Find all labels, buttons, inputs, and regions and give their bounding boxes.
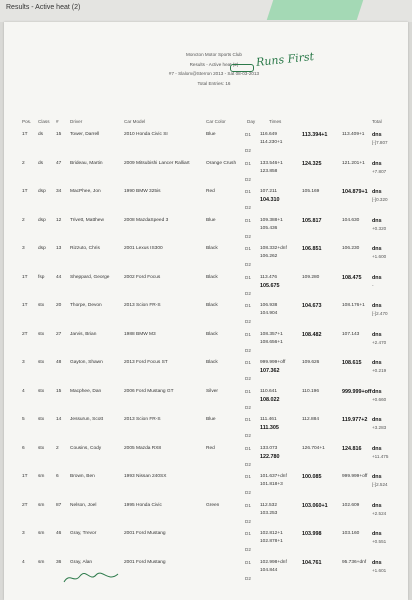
day-label: D1	[245, 388, 251, 394]
cell-model: 2009 Mitsubishi Lancer Ralliart	[124, 160, 190, 166]
diff-value: +7.807	[372, 168, 387, 174]
cell-cls: sm	[38, 502, 45, 508]
run-time: 133.546+1	[260, 160, 283, 166]
total-value: dns	[372, 303, 382, 309]
diff-value: +2.470	[372, 339, 387, 345]
run-time: 119.977+2	[342, 417, 368, 423]
run-time: 116.649	[260, 132, 277, 137]
diff-value: +3.283	[372, 425, 387, 430]
run-time: 106.851	[302, 246, 322, 252]
cell-model: 2006 Ford Mustang GT	[124, 388, 174, 394]
total-value: dns	[372, 132, 382, 138]
cell-color: Black	[206, 360, 218, 365]
cell-driver: Macphee, Dan	[70, 388, 102, 394]
cell-num: 34	[56, 189, 62, 194]
day-label: D2	[245, 205, 251, 210]
col-driver: Driver	[70, 119, 83, 124]
cell-pos: 2T	[22, 502, 28, 508]
cell-cls: sm	[38, 531, 45, 536]
cell-driver: Gray, Trevor	[70, 531, 97, 536]
cell-cls: dsp	[38, 189, 46, 194]
cell-cls: sm	[38, 474, 45, 479]
run-time: 122.780	[260, 453, 280, 460]
run-time: 104.630	[342, 217, 360, 223]
run-time: 107.362	[260, 368, 280, 374]
handwritten-circle	[230, 64, 254, 72]
cell-pos: 2	[22, 217, 25, 223]
run-time: 106.230	[342, 246, 360, 251]
cell-driver: Thorpe, Devon	[70, 303, 102, 308]
day-label: D2	[245, 575, 251, 581]
highlighter-mark	[267, 0, 363, 20]
cell-driver: MacPhee, Jon	[70, 189, 101, 194]
day-label: D2	[245, 347, 251, 353]
cell-driver: Cousins, Cody	[70, 445, 102, 451]
day-label: D2	[245, 376, 251, 381]
cell-model: 2008 MazdaSpeed 3	[124, 217, 169, 223]
total-value: dns	[372, 559, 382, 566]
run-time: 101.637+dnf	[260, 474, 287, 479]
run-time: 105.817	[302, 217, 322, 224]
cell-model: 2013 Ford Focus ST	[124, 360, 168, 365]
day-label: D2	[245, 319, 251, 324]
cell-driver: Tower, Darrell	[70, 132, 100, 137]
total-value: dns	[372, 531, 382, 537]
day-label: D2	[245, 433, 251, 438]
cell-model: 2013 Scion FR-S	[124, 417, 161, 422]
day-label: D1	[245, 217, 251, 223]
run-time: 124.325	[302, 160, 322, 167]
cell-num: 27	[56, 331, 62, 337]
day-label: D1	[245, 531, 251, 536]
cell-cls: stx	[38, 360, 45, 365]
run-time: 106.938	[260, 303, 278, 308]
run-time: 109.388+1	[260, 217, 283, 223]
cell-num: 6	[56, 474, 59, 479]
run-time: 108.615	[342, 360, 362, 366]
cell-color: Blue	[206, 132, 216, 137]
run-time: 111.305	[260, 425, 279, 431]
cell-num: 15	[56, 388, 62, 394]
cell-model: 2002 Ford Focus	[124, 274, 161, 280]
cell-cls: stx	[38, 445, 45, 451]
cell-driver: Jarvis, Brian	[70, 331, 97, 337]
day-label: D1	[245, 132, 251, 137]
cell-color: Silver	[206, 388, 218, 394]
day-label: D2	[245, 461, 251, 467]
cell-pos: 4	[22, 559, 25, 565]
total-value: dns	[372, 189, 382, 195]
day-label: D2	[245, 262, 251, 267]
total-value: dns	[372, 502, 382, 509]
run-time: 111.461	[260, 417, 277, 422]
day-label: D2	[245, 148, 251, 153]
cell-color: Blue	[206, 217, 216, 223]
run-time: 108.475	[342, 274, 362, 281]
col-times: Times	[269, 119, 282, 124]
day-label: D2	[245, 547, 251, 552]
run-time: 108.656+1	[260, 339, 283, 345]
day-label: D1	[245, 502, 251, 508]
total-value: dns	[372, 474, 382, 480]
day-label: D1	[245, 189, 251, 194]
cell-num: 14	[56, 417, 62, 422]
run-time: 113.394+1	[302, 132, 328, 138]
total-value: dns	[372, 388, 382, 395]
run-time: 103.160	[342, 531, 360, 536]
cell-num: 36	[56, 559, 62, 565]
cell-driver: Trivett, Matthew	[70, 217, 104, 223]
diff-value: +2.524	[372, 510, 387, 516]
run-time: 114.230+1	[260, 140, 283, 145]
cell-color: Orange Crush	[206, 160, 237, 166]
day-label: D1	[245, 331, 251, 337]
cell-cls: sm	[38, 559, 45, 565]
run-time: 102.812+1	[260, 531, 283, 536]
cell-model: 1995 Honda Civic	[124, 502, 162, 508]
run-time: 105.436	[260, 225, 278, 231]
cell-driver: Nelson, Joel	[70, 502, 97, 508]
run-time: 110.196	[302, 388, 319, 394]
total-value: dns	[372, 445, 382, 452]
day-label: D2	[245, 518, 251, 524]
handwritten-note: Runs First	[255, 50, 315, 69]
run-time: 999.999+off	[260, 360, 286, 365]
cell-pos: 2T	[22, 331, 28, 337]
run-time: 109.626	[302, 360, 320, 365]
cell-cls: stx	[38, 388, 45, 394]
cell-pos: 3	[22, 246, 25, 251]
day-label: D2	[245, 404, 251, 410]
run-time: 107.143	[342, 331, 360, 337]
run-time: 104.761	[302, 559, 322, 566]
cell-color: Black	[206, 303, 218, 308]
cell-cls: dsp	[38, 217, 46, 223]
total-entries: Total Entries: 16	[197, 81, 231, 86]
total-value: dns	[372, 360, 382, 366]
cell-pos: 1T	[22, 303, 28, 308]
results-title: Results - Active heat (2)	[189, 62, 239, 67]
cell-model: 2001 Ford Mustang	[124, 559, 166, 565]
day-label: D1	[245, 246, 251, 251]
cell-num: 13	[56, 246, 62, 251]
cell-model: 1993 Nissan 240SX	[124, 474, 167, 479]
total-value: dns	[372, 274, 382, 281]
diff-value: +0.219	[372, 368, 387, 373]
cell-driver: Brideau, Martin	[70, 160, 103, 166]
club-name: Moncton Motor Sports Club	[186, 52, 242, 57]
run-time: 108.482	[302, 331, 322, 338]
cell-pos: 1T	[22, 132, 28, 137]
run-time: 999.999+off	[342, 388, 372, 395]
cell-cls: ds	[38, 160, 44, 166]
total-value: dns	[372, 160, 382, 167]
run-time: 104.879+1	[342, 189, 368, 195]
day-label: D1	[245, 417, 251, 422]
run-time: 124.816	[342, 445, 362, 452]
cell-cls: ds	[38, 132, 44, 137]
run-time: 109.280	[302, 274, 320, 280]
day-label: D2	[245, 233, 251, 239]
cell-driver: Gray, Alan	[70, 559, 93, 565]
run-time: 108.022	[260, 396, 280, 403]
cell-color: Blue	[206, 417, 216, 422]
cell-num: 15	[56, 132, 62, 137]
run-time: 108.357+1	[260, 331, 283, 337]
col-num: #	[56, 119, 59, 124]
day-label: D2	[245, 290, 251, 296]
cell-pos: 3	[22, 531, 25, 536]
cell-color: Red	[206, 189, 215, 194]
cell-num: 2	[56, 445, 59, 451]
cell-pos: 1T	[22, 274, 28, 280]
day-label: D1	[245, 559, 251, 565]
diff-value: +0.660	[372, 396, 387, 402]
cell-model: 2001 Lexus IS300	[124, 246, 163, 251]
cell-cls: dsp	[38, 246, 46, 251]
run-time: 104.904	[260, 311, 278, 316]
cell-pos: 3	[22, 360, 25, 365]
event-title: #7 - Slalom@Sterron 2013 - Sat 08-03-2013	[168, 71, 260, 76]
run-time: 113.476	[260, 274, 277, 280]
cell-pos: 5	[22, 417, 25, 422]
run-time: 113.409+1	[342, 132, 365, 137]
diff-value: [-]2.470	[372, 311, 388, 316]
run-time: 101.818+3	[260, 482, 283, 487]
run-time: 107.211	[260, 189, 277, 194]
col-class: Class	[38, 119, 50, 124]
cell-driver: Gayton, Shawn	[70, 360, 103, 365]
diff-value: +1.601	[372, 567, 387, 573]
col-color: Car Color	[206, 119, 226, 124]
run-time: 121.201+1	[342, 160, 365, 166]
run-time: 104.310	[260, 197, 280, 203]
diff-value: [-]2.524	[372, 482, 388, 487]
cell-num: 46	[56, 531, 62, 536]
cell-num: 20	[56, 303, 62, 308]
cell-pos: 4	[22, 388, 25, 394]
col-model: Car Model	[124, 119, 146, 124]
cell-num: 47	[56, 160, 62, 166]
diff-value: [-]0.320	[372, 197, 388, 202]
diff-value: -	[372, 282, 374, 288]
run-time: 112.884	[302, 417, 319, 422]
run-time: 104.673	[302, 303, 322, 309]
diff-value: +0.320	[372, 225, 387, 231]
run-time: 105.169	[302, 189, 320, 194]
cell-cls: fsp	[38, 274, 45, 280]
cell-color: Green	[206, 502, 220, 508]
run-time: 123.858	[260, 168, 278, 174]
cell-pos: 2	[22, 160, 25, 166]
page-title: Results - Active heat (2)	[6, 4, 81, 11]
cell-num: 44	[56, 274, 62, 280]
cell-num: 48	[56, 360, 62, 365]
day-label: D2	[245, 176, 251, 182]
cell-driver: Brown, Ben	[70, 474, 95, 479]
diff-value: [-]7.807	[372, 140, 388, 145]
cell-num: 12	[56, 217, 62, 223]
run-time: 105.675	[260, 282, 280, 289]
run-time: 108.176+1	[342, 303, 365, 308]
total-value: dns	[372, 417, 382, 423]
run-time: 102.998+dnf	[260, 559, 287, 565]
run-time: 106.262	[260, 254, 278, 259]
signature-scribble	[62, 570, 122, 586]
run-time: 103.060+1	[302, 502, 328, 509]
run-time: 999.999+off	[342, 474, 368, 479]
cell-model: 2005 Mazda RX8	[124, 445, 162, 451]
cell-cls: stx	[38, 417, 45, 422]
day-label: D1	[245, 160, 251, 166]
results-sheet	[4, 22, 408, 600]
cell-pos: 1T	[22, 474, 28, 479]
cell-model: 2010 Honda Civic SI	[124, 132, 168, 137]
diff-value: +1.600	[372, 254, 387, 259]
cell-pos: 1T	[22, 189, 28, 194]
total-value: dns	[372, 331, 382, 338]
diff-value: +0.551	[372, 539, 387, 544]
col-total: Total	[372, 119, 382, 124]
run-time: 110.641	[260, 388, 277, 394]
day-label: D1	[245, 474, 251, 479]
run-time: 103.253	[260, 510, 278, 516]
run-time: 95.736+dnf	[342, 559, 367, 565]
cell-driver: Sheppard, George	[70, 274, 110, 280]
run-time: 103.998	[302, 531, 322, 537]
run-time: 108.332+dnf	[260, 246, 287, 251]
day-label: D1	[245, 360, 251, 365]
cell-color: Red	[206, 445, 215, 451]
total-value: dns	[372, 217, 382, 224]
cell-pos: 6	[22, 445, 25, 451]
run-time: 102.878+1	[260, 539, 283, 544]
cell-cls: stx	[38, 331, 45, 337]
col-pos: Pos.	[22, 119, 32, 124]
cell-model: 2013 Scion FR-S	[124, 303, 161, 308]
cell-color: Black	[206, 274, 218, 280]
cell-model: 1990 BMW 325is	[124, 189, 161, 194]
run-time: 133.073	[260, 445, 278, 451]
col-day: Day	[247, 119, 256, 124]
day-label: D1	[245, 445, 251, 451]
cell-color: Black	[206, 331, 218, 337]
run-time: 102.609	[342, 502, 360, 508]
cell-model: 2001 Ford Mustang	[124, 531, 166, 536]
cell-model: 1988 BMW M3	[124, 331, 156, 337]
day-label: D1	[245, 303, 251, 308]
run-time: 126.704+1	[302, 445, 325, 451]
cell-num: 87	[56, 502, 62, 508]
total-value: dns	[372, 246, 382, 252]
run-time: 112.532	[260, 502, 277, 508]
run-time: 100.085	[302, 474, 322, 480]
cell-cls: stx	[38, 303, 45, 308]
cell-driver: Rizzuto, Chris	[70, 246, 100, 251]
cell-color: Black	[206, 246, 218, 251]
day-label: D2	[245, 490, 251, 495]
cell-driver: Jessurun, Scott	[70, 417, 104, 422]
day-label: D1	[245, 274, 251, 280]
diff-value: +11.475	[372, 453, 389, 459]
run-time: 104.844	[260, 567, 278, 573]
